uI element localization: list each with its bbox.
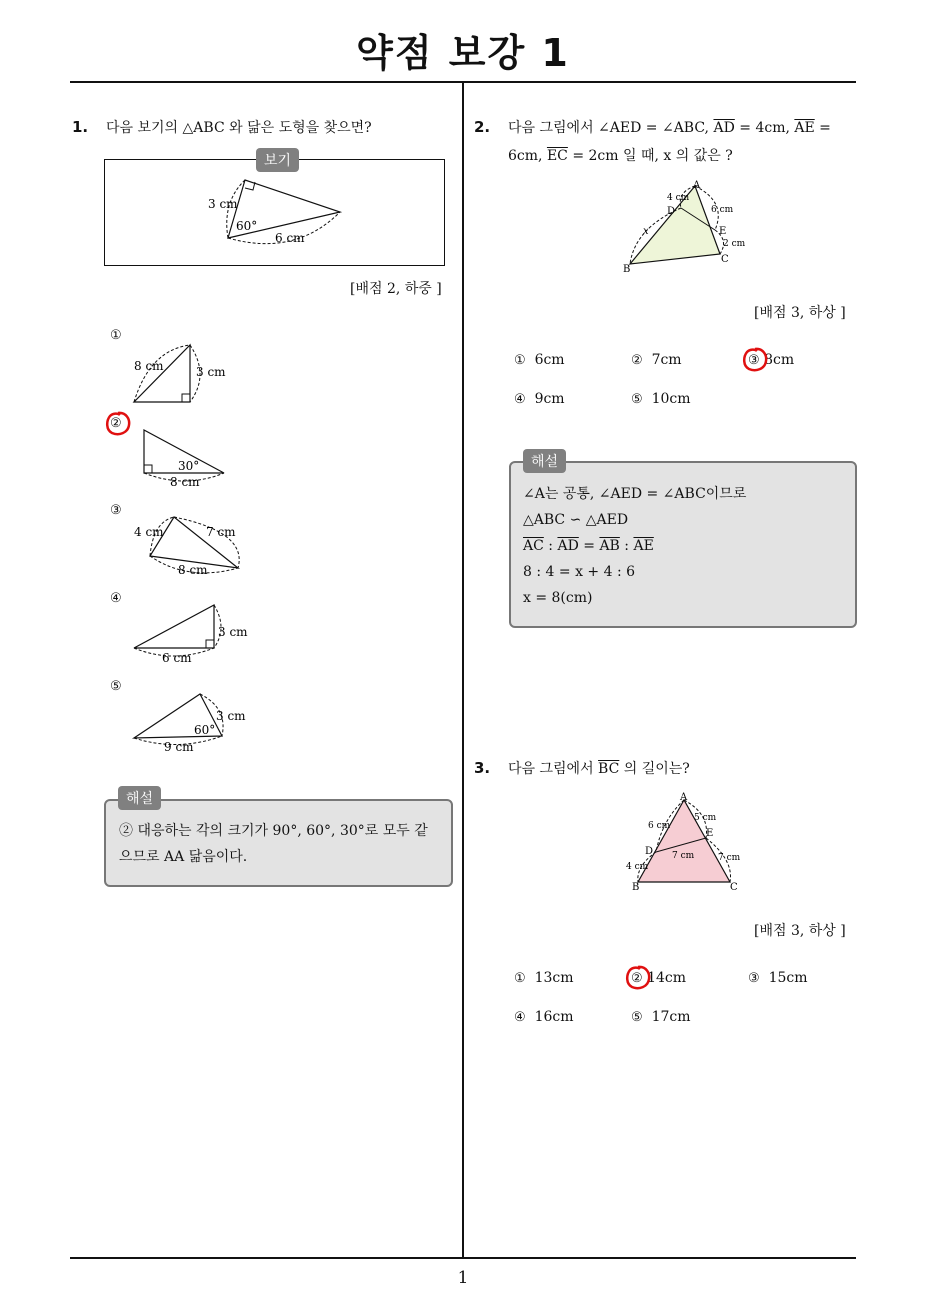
q1-option-3-figure[interactable] — [128, 512, 248, 580]
q2-segment-ae: $\overline{AE}$ — [794, 120, 815, 136]
q1-example-angle: 60° — [236, 219, 258, 233]
q2-segment-ad: $\overline{AD}$ — [713, 120, 735, 136]
q3-option-4[interactable]: ④ 16cm — [514, 1009, 574, 1025]
q2-label-ec: 2 cm — [723, 239, 746, 249]
q3-text-part: 다음 그림에서 — [508, 761, 599, 777]
q1-solution-tag: 해설 — [118, 786, 161, 810]
q1-option-5-label-c: 9 cm — [164, 740, 194, 754]
q1-option-2-figure[interactable] — [130, 425, 240, 493]
q2-point-d: D — [667, 206, 676, 217]
q3-figure — [622, 790, 752, 894]
q3-label-db: 4 cm — [626, 862, 649, 872]
q1-option-2-number[interactable]: ② — [110, 416, 122, 431]
q3-point-d: D — [645, 846, 654, 857]
q1-option-3-label-c: 8 cm — [178, 563, 208, 577]
q1-solution-box — [104, 799, 453, 887]
q2-number: 2. — [474, 118, 491, 136]
column-divider — [462, 83, 464, 1258]
q3-option-1[interactable]: ① 13cm — [514, 970, 574, 986]
q1-option-5-figure[interactable] — [128, 688, 253, 758]
q1-option-5-label-a: 3 cm — [216, 709, 246, 723]
q1-option-1-label-b: 3 cm — [196, 365, 226, 379]
q1-option-2-label-b: 8 cm — [170, 475, 200, 489]
q2-option-5[interactable]: ⑤ 10cm — [631, 391, 691, 407]
q1-text: 다음 보기의 △ABC 와 닮은 도형을 찾으면? — [106, 120, 372, 136]
q1-option-4-label-a: 3 cm — [218, 625, 248, 639]
q3-option-5[interactable]: ⑤ 17cm — [631, 1009, 691, 1025]
q3-segment-bc: $\overline{BC}$ — [598, 761, 620, 777]
q2-label-ad: 4 cm — [667, 193, 690, 203]
q2-solution-line-5: x = 8(cm) — [523, 590, 593, 606]
q2-vertex-c: C — [721, 254, 729, 265]
q2-text-part: 6cm, — [508, 148, 547, 164]
q3-vertex-c: C — [730, 882, 738, 893]
q2-label-ae: 6 cm — [711, 205, 734, 215]
q3-label-ad: 6 cm — [648, 821, 671, 831]
q1-option-2-mark — [104, 410, 132, 438]
q2-sol-ab: $\overline{AB}$ — [599, 538, 620, 554]
q2-option-4[interactable]: ④ 9cm — [514, 391, 565, 407]
q3-option-3[interactable]: ③ 15cm — [748, 970, 808, 986]
q2-text-part: 다음 그림에서 ∠AED = ∠ABC, — [508, 120, 714, 136]
q1-example-side-b: 6 cm — [275, 231, 305, 245]
q1-option-1-number[interactable]: ① — [110, 328, 122, 343]
q2-figure — [615, 178, 755, 276]
q2-option-1[interactable]: ① 6cm — [514, 352, 565, 368]
q1-example-figure — [200, 172, 350, 252]
q2-text-part: = — [814, 120, 831, 136]
q2-vertex-a: A — [693, 180, 701, 191]
q2-sol-sep: : — [543, 538, 558, 554]
q2-option-2[interactable]: ② 7cm — [631, 352, 682, 368]
q1-option-3-number[interactable]: ③ — [110, 503, 122, 518]
q1-option-3-label-b: 7 cm — [206, 525, 236, 539]
q1-option-4-figure[interactable] — [128, 600, 253, 670]
q1-option-5-number[interactable]: ⑤ — [110, 679, 122, 694]
q2-point-e: E — [719, 226, 727, 237]
q1-example-label: 보기 — [256, 148, 299, 172]
q3-label-de: 7 cm — [672, 851, 695, 861]
q1-number: 1. — [72, 118, 89, 136]
q3-label-ec: 7 cm — [718, 853, 741, 863]
q2-vertex-b: B — [623, 264, 631, 275]
q2-score: [배점 3, 하상 ] — [754, 305, 846, 321]
q1-solution-line-2: 으므로 AA 닮음이다. — [119, 849, 248, 865]
q2-label-x: x — [643, 226, 649, 237]
q3-number: 3. — [474, 759, 491, 777]
q2-solution-tag: 해설 — [523, 449, 566, 473]
q1-option-3-label-a: 4 cm — [134, 525, 164, 539]
q3-option-2[interactable]: ② 14cm — [631, 970, 687, 986]
q2-solution-line-3 — [523, 533, 654, 559]
q3-score: [배점 3, 하상 ] — [754, 923, 846, 939]
q2-option-3[interactable]: ③ 8cm — [748, 352, 795, 368]
q3-text — [508, 755, 690, 783]
q1-example-side-a: 3 cm — [208, 197, 238, 211]
page-title: 약점 보강 1 — [356, 31, 570, 75]
q1-score: [배점 2, 하중 ] — [350, 281, 442, 297]
q3-label-ae: 5 cm — [694, 813, 717, 823]
q2-sol-ac: $\overline{AC}$ — [523, 538, 544, 554]
q1-option-1-label-a: 8 cm — [134, 359, 164, 373]
q2-text-part: = 4cm, — [734, 120, 795, 136]
q3-vertex-a: A — [680, 792, 688, 803]
q2-text-line-2 — [508, 142, 733, 170]
q2-text-line-1 — [508, 114, 831, 142]
bottom-rule — [70, 1257, 856, 1259]
q2-solution-box — [509, 461, 857, 628]
page-number: 1 — [457, 1268, 469, 1288]
q2-solution-line-2: △ABC ∽ △AED — [523, 512, 629, 528]
q1-option-5-label-b: 60° — [194, 723, 216, 737]
q2-text-part: = 2cm 일 때, x 의 값은 ? — [567, 148, 733, 164]
q2-option-3-mark — [741, 346, 769, 374]
q2-sol-ae: $\overline{AE}$ — [633, 538, 654, 554]
q2-solution-line-4: 8 : 4 = x + 4 : 6 — [523, 564, 636, 580]
q3-vertex-b: B — [632, 882, 640, 893]
q3-point-e: E — [706, 828, 714, 839]
q2-sol-sep: : — [619, 538, 634, 554]
q1-solution-line-1: ② 대응하는 각의 크기가 90°, 60°, 30°로 모두 같 — [119, 823, 428, 839]
q1-option-1-figure[interactable] — [120, 340, 230, 410]
q3-option-2-mark — [624, 964, 652, 992]
q2-solution-line-1: ∠A는 공통, ∠AED = ∠ABC이므로 — [523, 486, 747, 502]
q3-text-part: 의 길이는? — [619, 761, 690, 777]
q2-sol-ad: $\overline{AD}$ — [557, 538, 579, 554]
q1-option-2-label-a: 30° — [178, 459, 200, 473]
q2-sol-eq: = — [578, 538, 600, 554]
q1-option-4-label-b: 6 cm — [162, 651, 192, 665]
q2-segment-ec: $\overline{EC}$ — [546, 148, 568, 164]
q1-option-4-number[interactable]: ④ — [110, 591, 122, 606]
